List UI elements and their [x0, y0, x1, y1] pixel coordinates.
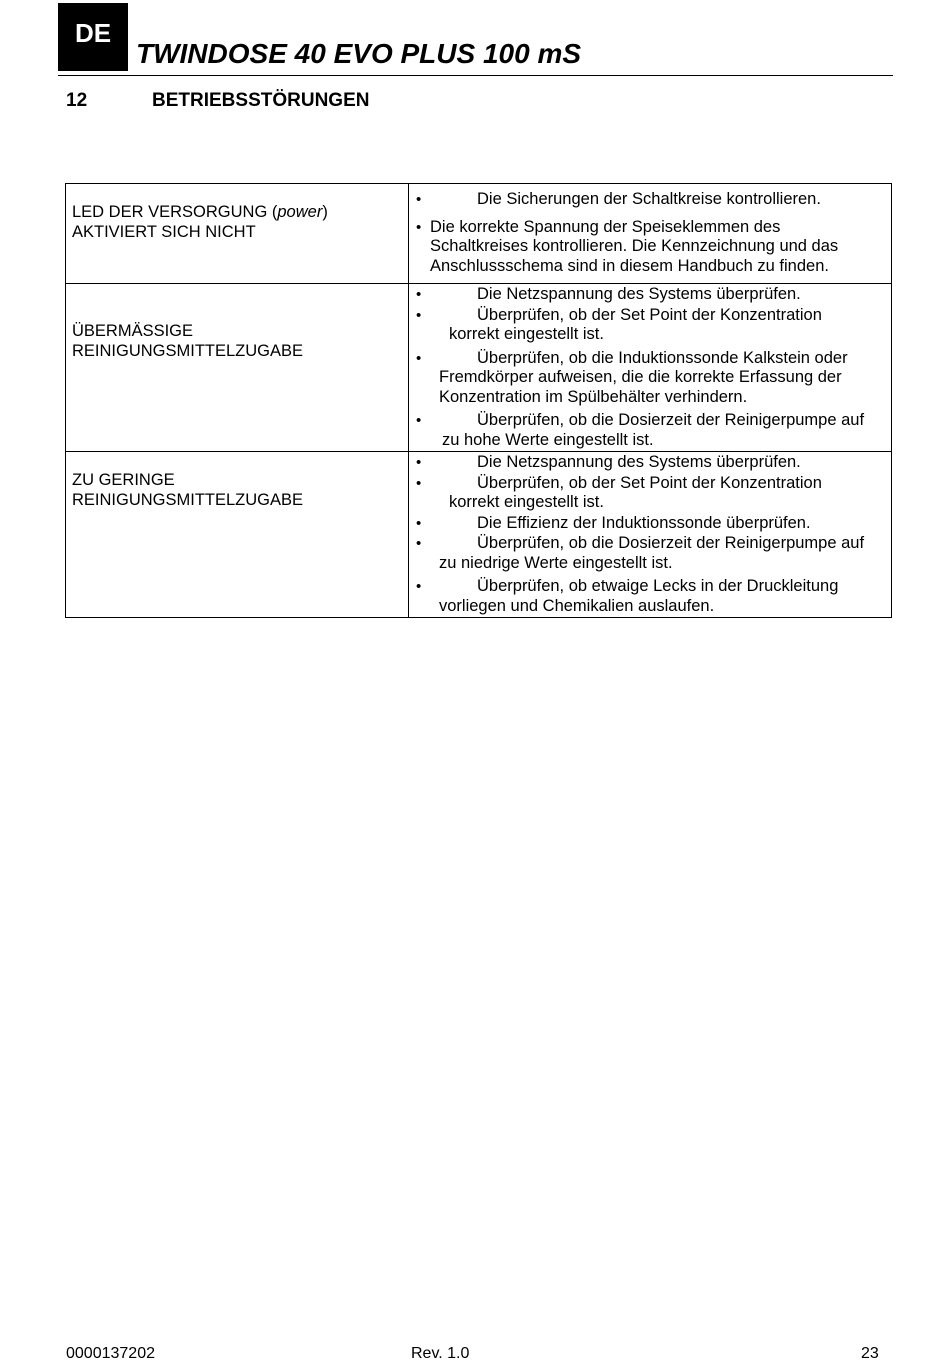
- section-title: BETRIEBSSTÖRUNGEN: [152, 90, 370, 111]
- problem-text: ÜBERMÄSSIGE: [72, 322, 194, 340]
- problem-text: LED DER VERSORGUNG (power): [72, 203, 328, 221]
- document-title: TWINDOSE 40 EVO PLUS 100 mS: [136, 38, 582, 69]
- problem-cell: [66, 284, 409, 452]
- bullet-icon: •: [416, 218, 422, 236]
- problem-cell: [66, 184, 409, 284]
- checks-cell: [409, 184, 892, 284]
- troubleshooting-table: [65, 183, 892, 618]
- checks-cell: [409, 284, 892, 452]
- problem-text: AKTIVIERT SICH NICHT: [72, 222, 256, 241]
- problem-text: REINIGUNGSMITTELZUGABE: [72, 341, 304, 360]
- bullet-icon: •: [416, 349, 422, 367]
- footer-doc-number: 0000137202: [66, 1345, 155, 1362]
- list-item: • Überprüfen, ob der Set Point der Konzentration korrekt eingestellt ist.: [416, 473, 822, 511]
- check-list: [409, 452, 891, 616]
- list-item: • Die Netzspannung des Systems überprüfen.: [416, 453, 801, 471]
- bullet-icon: •: [416, 286, 422, 303]
- list-item: • Die Netzspannung des Systems überprüfen.: [416, 285, 801, 303]
- list-item: • Überprüfen, ob die Induktionssonde Kalkstein oder Fremdkörper aufweisen, die die korrekte Erfassung der Konzentration im Spülbehälter verhindern.: [416, 348, 848, 406]
- footer-page-number: 23: [861, 1345, 879, 1362]
- list-item: • Die korrekte Spannung der Speiseklemmen des Schaltkreises kontrollieren. Die Kennzeichnung und das Anschlussschema sind in diesem Handbuch zu finden.: [416, 217, 839, 275]
- checks-cell: [409, 452, 892, 618]
- bullet-icon: •: [416, 535, 422, 552]
- list-item: • Überprüfen, ob der Set Point der Konzentration korrekt eingestellt ist.: [416, 305, 822, 343]
- table-row: [66, 184, 892, 284]
- list-item: • Überprüfen, ob die Dosierzeit der Reinigerpumpe auf zu hohe Werte eingestellt ist.: [416, 411, 865, 449]
- table-row: [66, 452, 892, 618]
- problem-cell: [66, 452, 409, 618]
- list-item: • Überprüfen, ob etwaige Lecks in der Druckleitung vorliegen und Chemikalien auslaufen.: [416, 577, 839, 615]
- check-list: [409, 184, 891, 281]
- list-item: • Überprüfen, ob die Dosierzeit der Reinigerpumpe auf zu niedrige Werte eingestellt ist.: [416, 534, 865, 572]
- list-item: • Die Sicherungen der Schaltkreise kontrollieren.: [416, 190, 821, 208]
- header-divider: [58, 75, 893, 76]
- list-item: • Die Effizienz der Induktionssonde überprüfen.: [416, 513, 811, 532]
- bullet-icon: •: [416, 412, 422, 429]
- bullet-icon: •: [416, 474, 422, 492]
- language-badge: DE: [58, 3, 128, 71]
- bullet-icon: •: [416, 514, 422, 532]
- section-number: 12: [66, 90, 88, 111]
- problem-text: ZU GERINGE: [72, 471, 175, 489]
- bullet-icon: •: [416, 454, 422, 471]
- check-list: [409, 284, 891, 450]
- bullet-icon: •: [416, 191, 422, 208]
- problem-text: REINIGUNGSMITTELZUGABE: [72, 490, 304, 509]
- bullet-icon: •: [416, 306, 422, 324]
- bullet-icon: •: [416, 578, 422, 595]
- footer-revision: Rev. 1.0: [411, 1345, 470, 1362]
- table-row: [66, 284, 892, 452]
